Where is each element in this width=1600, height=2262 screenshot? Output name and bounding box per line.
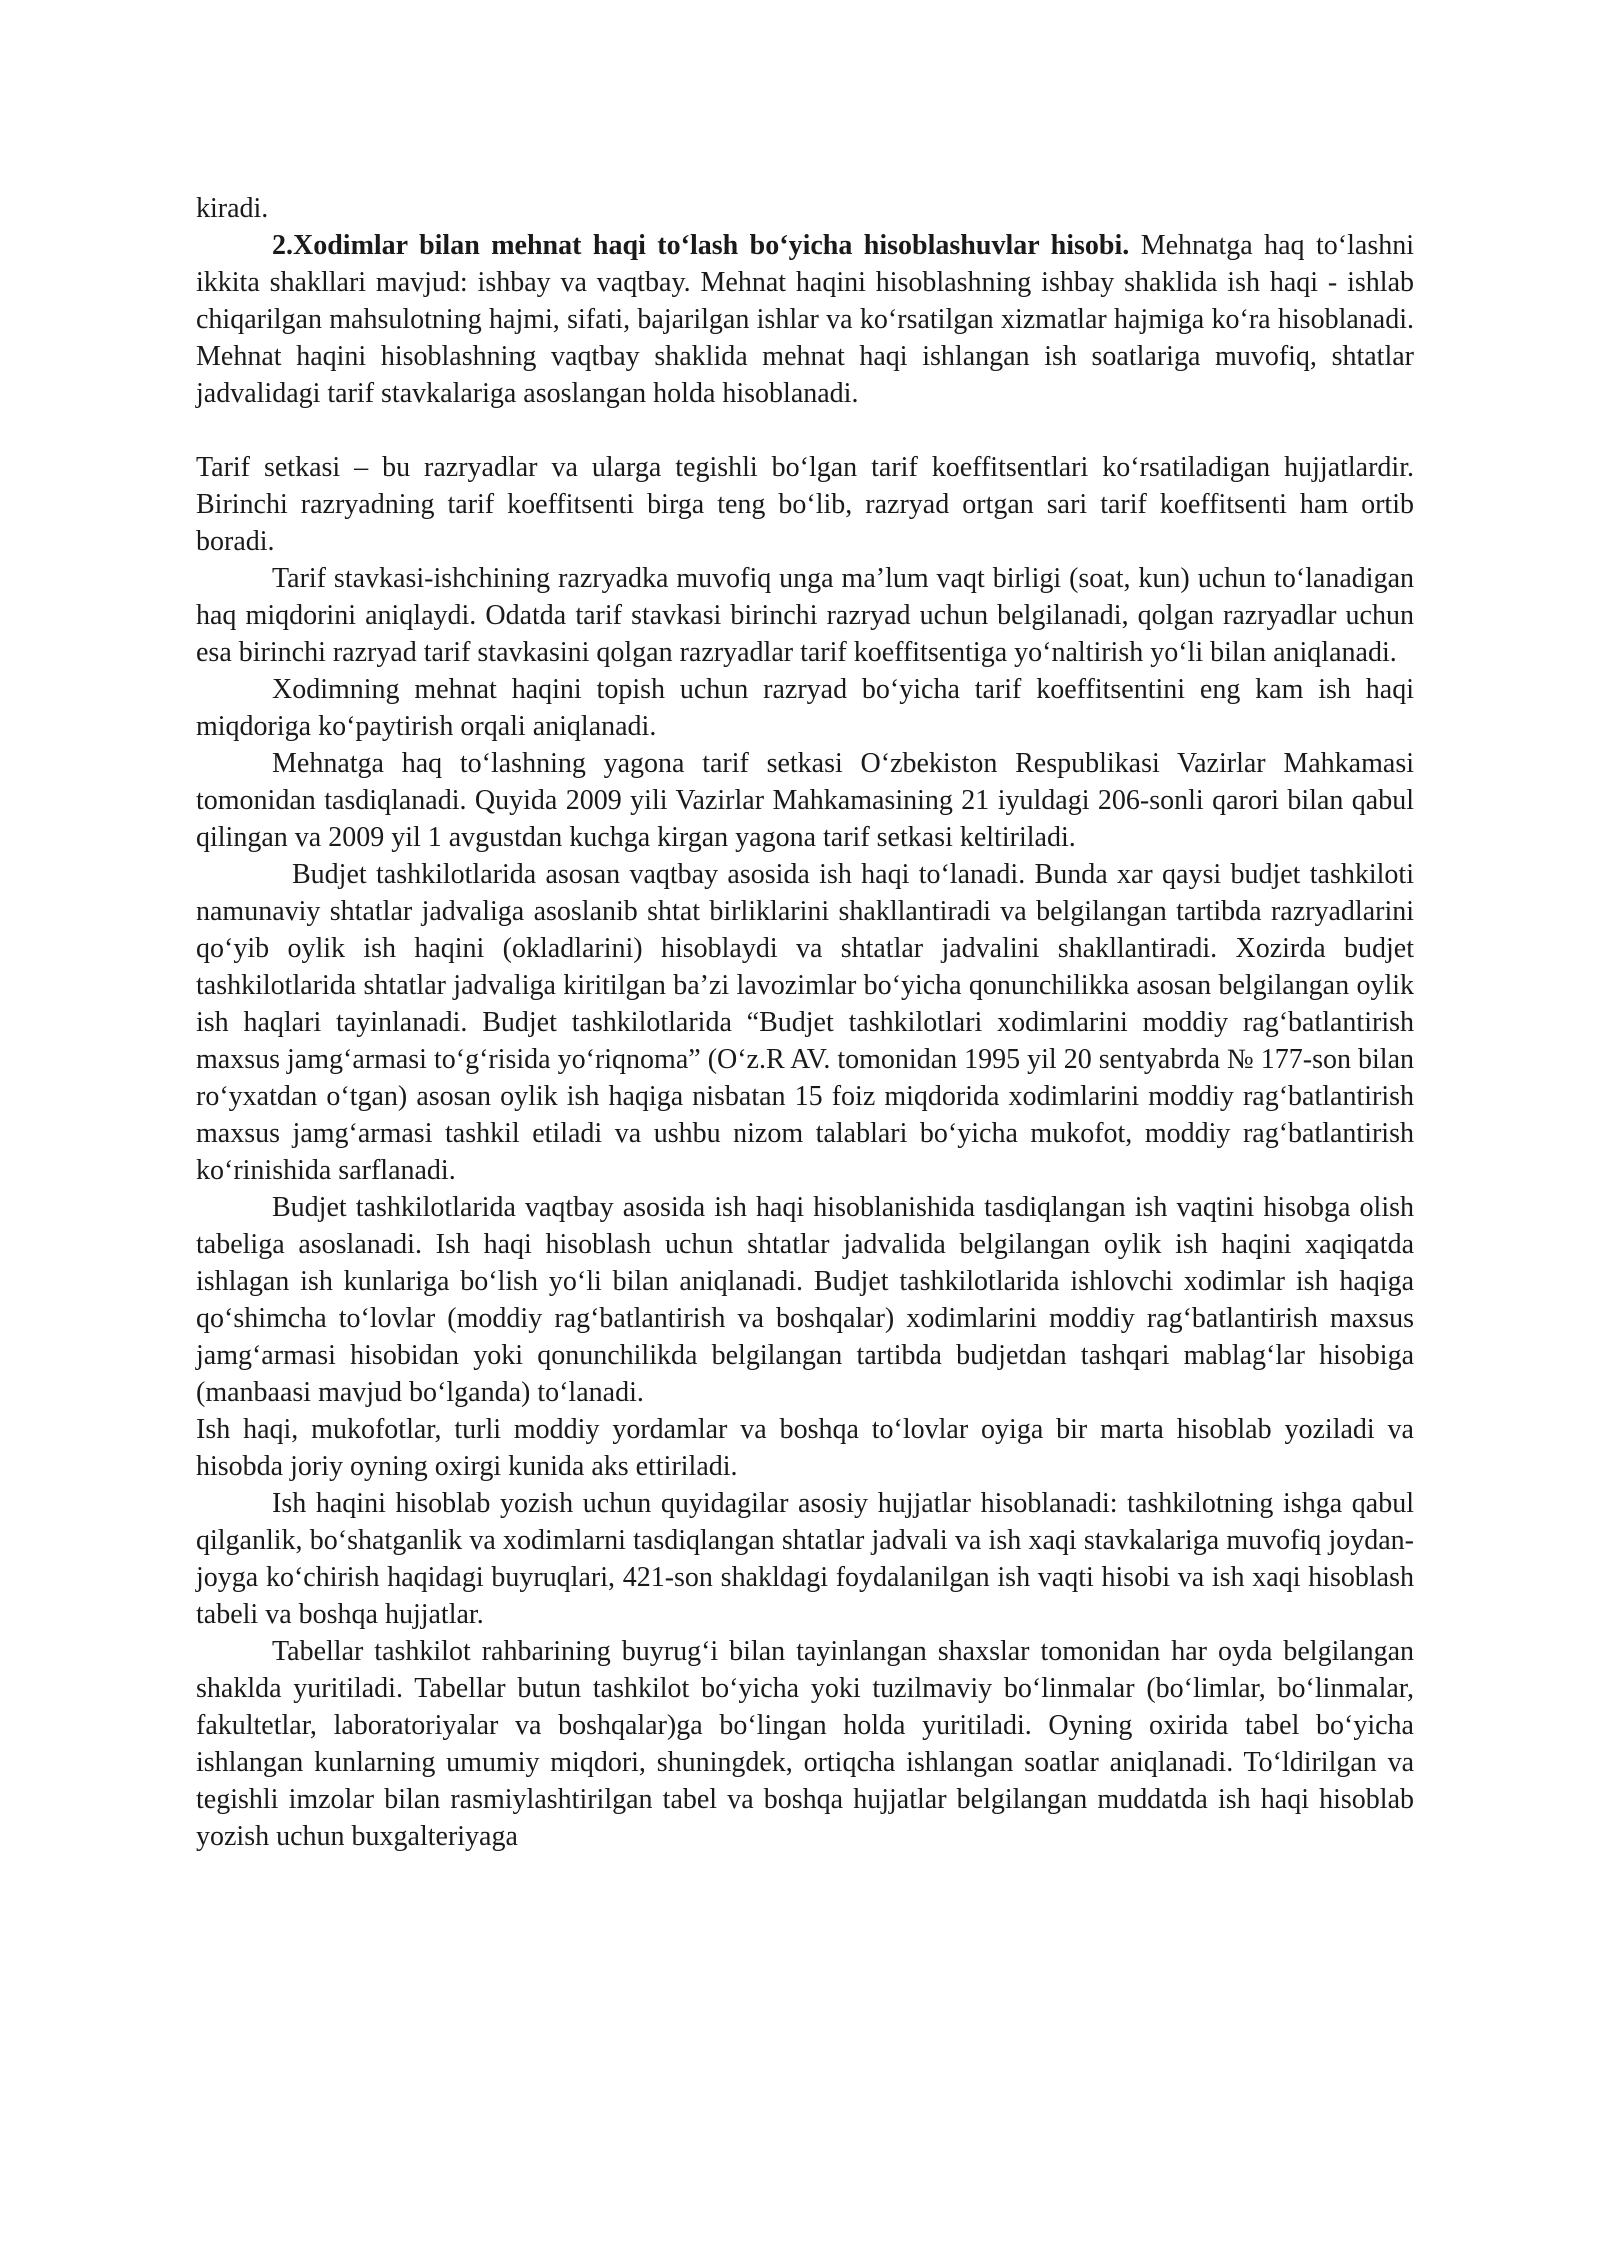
section-intro: Mehnatga haq to‘lashni ikkita shakllari mavjud: ishbay va vaqtbay. Mehnat haqini hisoblashning ishbay shaklida ish haqi - ishlab chiqarilgan mahsulotning hajmi, sifati, bajarilgan ishlar va ko‘rsatilgan xizmatlar hajmiga ko‘ra hisoblanadi. Mehnat haqini hisoblashning vaqtbay shaklida mehnat haqi ishlangan ish soatlariga muvofiq, shtatlar jadvalidagi tarif stavkalariga asoslangan holda hisoblanadi. (196, 230, 1414, 409)
paragraph-oylik-hisoblash: Ish haqi, mukofotlar, turli moddiy yordamlar va boshqa to‘lovlar oyiga bir marta hisoblab yoziladi va hisobda joriy oyning oxirgi kunida aks ettiriladi. (196, 1414, 1414, 1482)
paragraph-yagona-tarif-setkasi: Mehnatga haq to‘lashning yagona tarif setkasi O‘zbekiston Respublikasi Vazirlar Mahkamasi tomonidan tasdiqlanadi. Quyida 2009 yili Vazirlar Mahkamasining 21 iyuldagi 206-sonli qarori bilan qabul qilingan va 2009 yil 1 avgustdan kuchga kirgan yagona tarif setkasi keltiriladi. (196, 748, 1414, 853)
document-page (196, 190, 1414, 1855)
opening-fragment: kiradi. (196, 193, 269, 224)
paragraph-tarif-setkasi: Tarif setkasi – bu razryadlar va ularga tegishli bo‘lgan tarif koeffitsentlari ko‘rsatiladigan hujjatlardir. Birinchi razryadning tarif koeffitsenti birga teng bo‘lib, razryad ortgan sari tarif koeffitsenti ham ortib boradi. (196, 452, 1414, 557)
paragraph-tarif-stavkasi: Tarif stavkasi-ishchining razryadka muvofiq unga ma’lum vaqt birligi (soat, kun) uchun to‘lanadigan haq miqdorini aniqlaydi. Odatda tarif stavkasi birinchi razryad uchun belgilanadi, qolgan razryadlar uchun esa birinchi razryad tarif stavkasini qolgan razryadlar tarif koeffitsentiga yo‘naltirish yo‘li bilan aniqlanadi. (196, 563, 1414, 668)
paragraph-budjet-tashkilotlari: Budjet tashkilotlarida asosan vaqtbay asosida ish haqi to‘lanadi. Bunda xar qaysi budjet tashkiloti namunaviy shtatlar jadvaliga asoslanib shtat birliklarini shakllantiradi va belgilangan tartibda razryadlarini qo‘yib oylik ish haqini (okladlarini) hisoblaydi va shtatlar jadvalini shakllantiradi. Xozirda budjet tashkilotlarida shtatlar jadvaliga kiritilgan ba’zi lavozimlar bo‘yicha qonunchilikka asosan belgilangan oylik ish haqlari tayinlanadi. Budjet tashkilotlarida “Budjet tashkilotlari xodimlarini moddiy rag‘batlantirish maxsus jamg‘armasi to‘g‘risida yo‘riqnoma” (O‘z.R AV. tomonidan 1995 yil 20 sentyabrda № 177-son bilan ro‘yxatdan o‘tgan) asosan oylik ish haqiga nisbatan 15 foiz miqdorida xodimlarini moddiy rag‘batlantirish maxsus jamg‘armasi tashkil etiladi va ushbu nizom talablari bo‘yicha mukofot, moddiy rag‘batlantirish ko‘rinishida sarflanadi. (196, 859, 1414, 1186)
paragraph-mehnat-haqini-topish: Xodimning mehnat haqini topish uchun razryad bo‘yicha tarif koeffitsentini eng kam ish haqi miqdoriga ko‘paytirish orqali aniqlanadi. (196, 674, 1414, 742)
paragraph-vaqtbay-hisoblash: Budjet tashkilotlarida vaqtbay asosida ish haqi hisoblanishida tasdiqlangan ish vaqtini hisobga olish tabeliga asoslanadi. Ish haqi hisoblash uchun shtatlar jadvalida belgilangan oylik ish haqini xaqiqatda ishlagan ish kunlariga bo‘lish yo‘li bilan aniqlanadi. Budjet tashkilotlarida ishlovchi xodimlar ish haqiga qo‘shimcha to‘lovlar (moddiy rag‘batlantirish va boshqalar) xodimlarini moddiy rag‘batlantirish maxsus jamg‘armasi hisobidan yoki qonunchilikda belgilangan tartibda budjetdan tashqari mablag‘lar hisobiga (manbaasi mavjud bo‘lganda) to‘lanadi. (196, 1192, 1414, 1408)
section-heading-paragraph (196, 227, 1414, 412)
section-heading: 2.Xodimlar bilan mehnat haqi to‘lash bo‘yicha hisoblashuvlar hisobi. (272, 230, 1130, 261)
paragraph-tabellar: Tabellar tashkilot rahbarining buyrug‘i bilan tayinlangan shaxslar tomonidan har oyda belgilangan shaklda yuritiladi. Tabellar butun tashkilot bo‘yicha yoki tuzilmaviy bo‘linmalar (bo‘limlar, bo‘linmalar, fakultetlar, laboratoriyalar va boshqalar)ga bo‘lingan holda yuritiladi. Oyning oxirida tabel bo‘yicha ishlangan kunlarning umumiy miqdori, shuningdek, ortiqcha ishlangan soatlar aniqlanadi. To‘ldirilgan va tegishli imzolar bilan rasmiylashtirilgan tabel va boshqa hujjatlar belgilangan muddatda ish haqi hisoblab yozish uchun buxgalteriyaga (196, 1636, 1414, 1852)
paragraph-gap (196, 412, 1414, 449)
paragraph-asosiy-hujjatlar: Ish haqini hisoblab yozish uchun quyidagilar asosiy hujjatlar hisoblanadi: tashkilotning ishga qabul qilganlik, bo‘shatganlik va xodimlarni tasdiqlangan shtatlar jadvali va ish xaqi stavkalariga muvofiq joydan-joyga ko‘chirish haqidagi buyruqlari, 421-son shakldagi foydalanilgan ish vaqti hisobi va ish xaqi hisoblash tabeli va boshqa hujjatlar. (196, 1488, 1414, 1630)
